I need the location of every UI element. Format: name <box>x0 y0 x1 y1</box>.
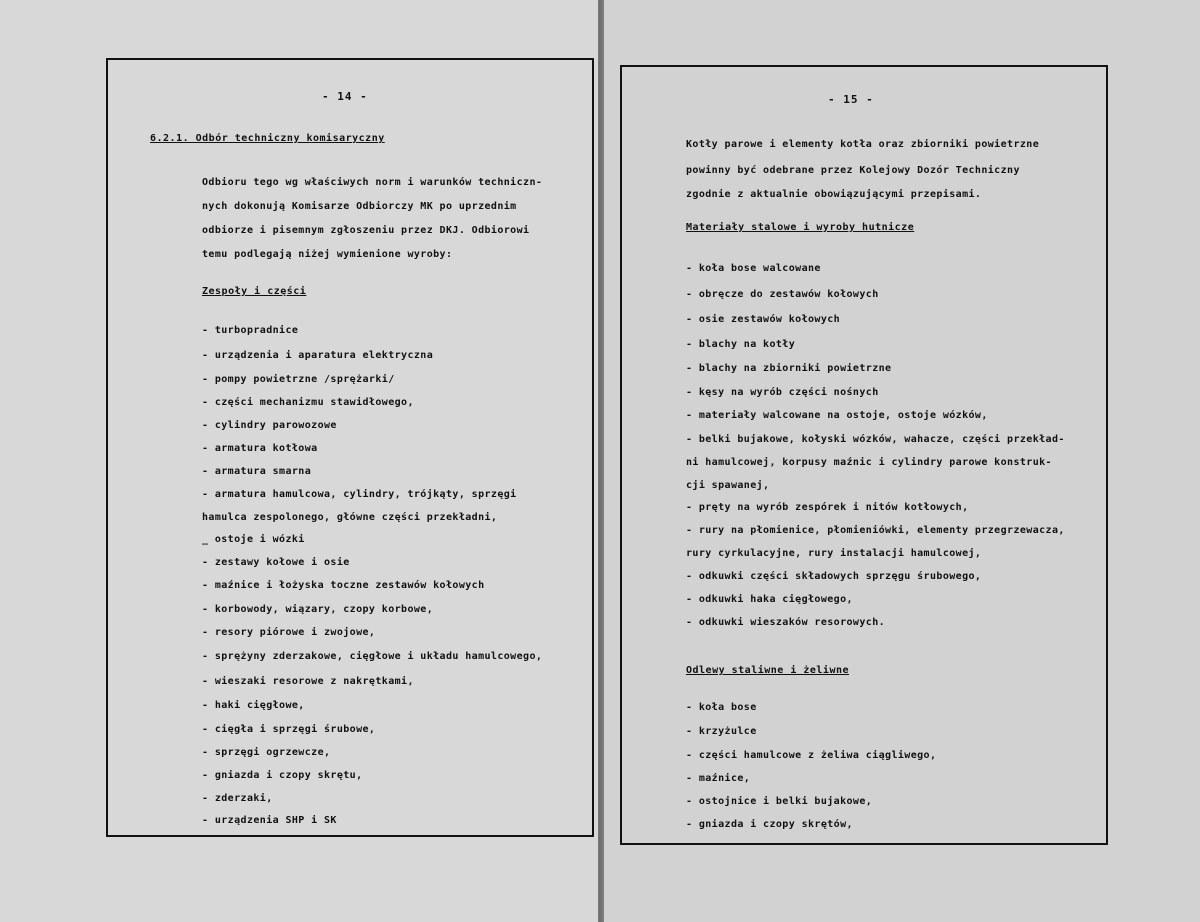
left-page-frame <box>106 58 594 837</box>
list-item: - pompy powietrzne /sprężarki/ <box>202 374 395 385</box>
list-item: - blachy na zbiorniki powietrzne <box>686 363 892 374</box>
list-item: - turbopradnice <box>202 325 299 336</box>
list-item: - pręty na wyrób zespórek i nitów kotłowych, <box>686 502 969 513</box>
page-number-14: - 14 - <box>322 90 368 103</box>
list-item: - odkuwki wieszaków resorowych. <box>686 617 886 628</box>
list-item: - belki bujakowe, kołyski wózków, wahacze, części przekład- <box>686 434 1065 445</box>
list-item: - materiały walcowane na ostoje, ostoje wózków, <box>686 410 988 421</box>
list-item: - armatura smarna <box>202 466 312 477</box>
list-item: - blachy na kotły <box>686 339 796 350</box>
list-item: - zderzaki, <box>202 793 273 804</box>
subheading-materialy: Materiały stalowe i wyroby hutnicze <box>686 222 915 233</box>
list-item: - wieszaki resorowe z nakrętkami, <box>202 676 414 687</box>
list-item: - części mechanizmu stawidłowego, <box>202 397 414 408</box>
list-item: ni hamulcowej, korpusy maźnic i cylindry parowe konstruk- <box>686 457 1052 468</box>
list-item: cji spawanej, <box>686 480 770 491</box>
intro-line: temu podlegają niżej wymienione wyroby: <box>202 249 453 260</box>
page-number-15: - 15 - <box>828 93 874 106</box>
list-item: - koła bose walcowane <box>686 263 821 274</box>
list-item: - odkuwki części składowych sprzęgu śrubowego, <box>686 571 982 582</box>
list-item: - osie zestawów kołowych <box>686 314 841 325</box>
intro-line: odbiorze i pisemnym zgłoszeniu przez DKJ. Odbiorowi <box>202 225 530 236</box>
list-item: - urządzenia SHP i SK <box>202 815 337 826</box>
list-item: - resory piórowe i zwojowe, <box>202 627 376 638</box>
list-item: - armatura kotłowa <box>202 443 318 454</box>
list-item: - kęsy na wyrób części nośnych <box>686 387 879 398</box>
list-item: _ ostoje i wózki <box>202 534 305 545</box>
list-item: - rury na płomienice, płomieniówki, elementy przegrzewacza, <box>686 525 1065 536</box>
list-item: - sprężyny zderzakowe, cięgłowe i układu hamulcowego, <box>202 651 543 662</box>
list-item: rury cyrkulacyjne, rury instalacji hamulcowej, <box>686 548 982 559</box>
list-item: - maźnice, <box>686 773 751 784</box>
list-item: - armatura hamulcowa, cylindry, trójkąty, sprzęgi <box>202 489 517 500</box>
list-item: - obręcze do zestawów kołowych <box>686 289 879 300</box>
intro-line: zgodnie z aktualnie obowiązującymi przepisami. <box>686 189 982 200</box>
subheading-zespoly: Zespoły i części <box>202 286 307 297</box>
list-item: hamulca zespolonego, główne części przekładni, <box>202 512 498 523</box>
list-item: - urządzenia i aparatura elektryczna <box>202 350 434 361</box>
section-heading: 6.2.1. Odbór techniczny komisaryczny <box>150 133 385 144</box>
list-item: - korbowody, wiązary, czopy korbowe, <box>202 604 434 615</box>
list-item: - gniazda i czopy skrętu, <box>202 770 363 781</box>
intro-line: nych dokonują Komisarze Odbiorczy MK po uprzednim <box>202 201 517 212</box>
list-item: - części hamulcowe z żeliwa ciągliwego, <box>686 750 937 761</box>
list-item: - maźnice i łożyska toczne zestawów kołowych <box>202 580 485 591</box>
list-item: - cięgła i sprzęgi śrubowe, <box>202 724 376 735</box>
intro-line: Odbioru tego wg właściwych norm i warunków techniczn- <box>202 177 543 188</box>
subheading-odlewy: Odlewy staliwne i żeliwne <box>686 665 850 676</box>
list-item: - gniazda i czopy skrętów, <box>686 819 853 830</box>
list-item: - zestawy kołowe i osie <box>202 557 350 568</box>
list-item: - haki cięgłowe, <box>202 700 305 711</box>
intro-line: Kotły parowe i elementy kotła oraz zbiorniki powietrzne <box>686 139 1040 150</box>
list-item: - odkuwki haka cięgłowego, <box>686 594 853 605</box>
list-item: - koła bose <box>686 702 757 713</box>
list-item: - ostojnice i belki bujakowe, <box>686 796 873 807</box>
list-item: - sprzęgi ogrzewcze, <box>202 747 331 758</box>
list-item: - krzyżulce <box>686 726 757 737</box>
intro-line: powinny być odebrane przez Kolejowy Dozór Techniczny <box>686 165 1020 176</box>
list-item: - cylindry parowozowe <box>202 420 337 431</box>
